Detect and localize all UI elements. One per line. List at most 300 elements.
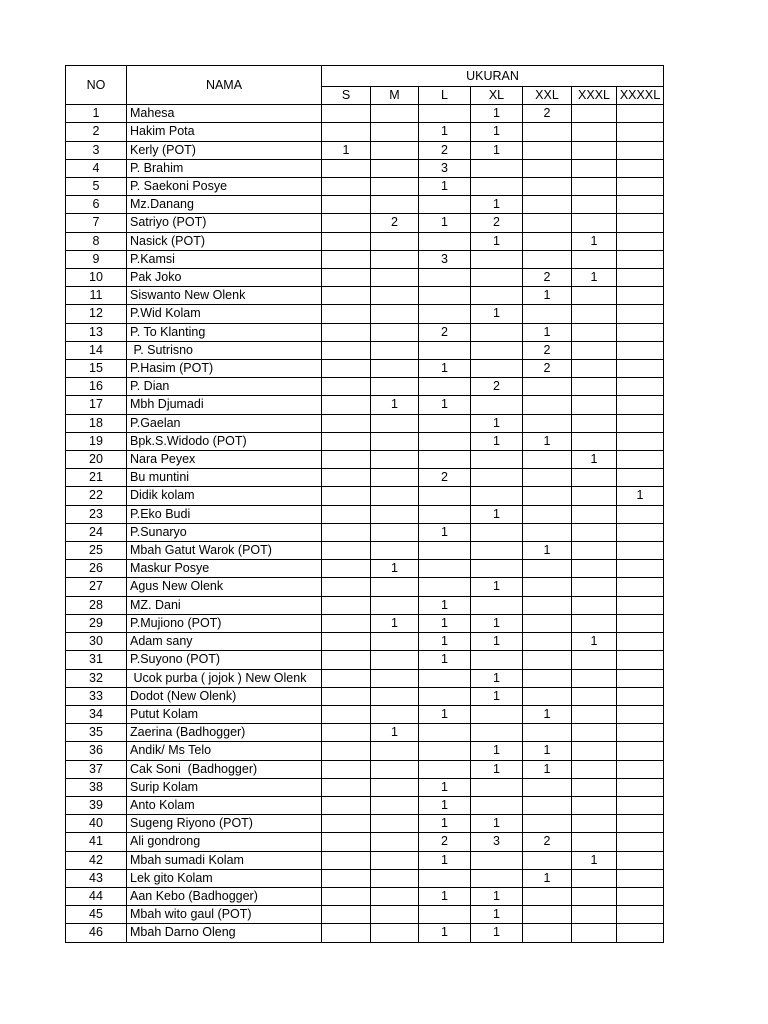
size-cell	[523, 250, 572, 268]
size-cell: 1	[523, 323, 572, 341]
size-cell	[471, 651, 523, 669]
size-cell	[471, 778, 523, 796]
size-cell	[523, 414, 572, 432]
row-number: 5	[66, 178, 127, 196]
size-cell	[322, 269, 371, 287]
size-cell	[523, 596, 572, 614]
size-cell	[419, 432, 471, 450]
size-cell	[572, 705, 617, 723]
row-number: 21	[66, 469, 127, 487]
size-cell	[322, 760, 371, 778]
row-number: 8	[66, 232, 127, 250]
size-cell	[471, 523, 523, 541]
row-name: Mbah Gatut Warok (POT)	[127, 542, 322, 560]
row-number: 27	[66, 578, 127, 596]
size-cell	[523, 906, 572, 924]
size-cell	[322, 924, 371, 942]
size-cell	[371, 778, 419, 796]
size-cell	[371, 469, 419, 487]
size-cell	[371, 742, 419, 760]
size-cell	[617, 105, 664, 123]
table-row	[66, 323, 664, 341]
size-cell	[371, 250, 419, 268]
size-cell: 1	[419, 815, 471, 833]
size-cell	[572, 687, 617, 705]
size-cell	[572, 724, 617, 742]
size-cell	[322, 724, 371, 742]
size-cell	[419, 505, 471, 523]
size-cell	[419, 760, 471, 778]
row-number: 43	[66, 869, 127, 887]
size-cell	[572, 760, 617, 778]
size-cell	[419, 560, 471, 578]
table-row	[66, 833, 664, 851]
size-cell	[617, 560, 664, 578]
size-cell	[523, 396, 572, 414]
size-cell	[322, 906, 371, 924]
size-cell	[572, 323, 617, 341]
size-cell	[322, 414, 371, 432]
size-cell	[523, 560, 572, 578]
row-name: Mz.Danang	[127, 196, 322, 214]
row-name: Mbah sumadi Kolam	[127, 851, 322, 869]
size-cell	[572, 178, 617, 196]
header-row	[66, 66, 664, 87]
size-cell: 1	[471, 414, 523, 432]
size-cell	[322, 523, 371, 541]
row-number: 15	[66, 360, 127, 378]
size-cell	[471, 287, 523, 305]
size-cell	[617, 851, 664, 869]
size-cell: 1	[471, 742, 523, 760]
size-cell	[523, 469, 572, 487]
row-number: 1	[66, 105, 127, 123]
size-cell	[322, 505, 371, 523]
size-cell	[322, 232, 371, 250]
table-row	[66, 523, 664, 541]
table-row	[66, 887, 664, 905]
size-cell	[471, 469, 523, 487]
size-cell: 1	[419, 614, 471, 632]
row-name: P. Sutrisno	[127, 341, 322, 359]
size-cell: 1	[419, 651, 471, 669]
size-cell	[523, 159, 572, 177]
size-cell	[322, 651, 371, 669]
header-size-xxxl: XXXL	[572, 87, 617, 105]
header-size-m: M	[371, 87, 419, 105]
table-row	[66, 287, 664, 305]
size-cell	[572, 796, 617, 814]
row-number: 37	[66, 760, 127, 778]
size-cell	[371, 323, 419, 341]
size-cell	[322, 560, 371, 578]
row-name: Sugeng Riyono (POT)	[127, 815, 322, 833]
header-nama: NAMA	[127, 66, 322, 105]
row-name: Siswanto New Olenk	[127, 287, 322, 305]
size-cell	[572, 833, 617, 851]
table-row	[66, 778, 664, 796]
size-cell	[419, 105, 471, 123]
size-cell: 1	[419, 596, 471, 614]
row-number: 11	[66, 287, 127, 305]
size-cell	[419, 305, 471, 323]
size-cell	[617, 523, 664, 541]
size-cell	[419, 341, 471, 359]
row-name: P. Saekoni Posye	[127, 178, 322, 196]
size-cell	[371, 906, 419, 924]
size-cell	[419, 724, 471, 742]
row-number: 42	[66, 851, 127, 869]
size-cell	[572, 815, 617, 833]
size-cell	[419, 906, 471, 924]
size-cell	[572, 505, 617, 523]
size-cell	[617, 542, 664, 560]
table-row	[66, 105, 664, 123]
row-number: 22	[66, 487, 127, 505]
header-size-xxxxl: XXXXL	[617, 87, 664, 105]
size-cell: 1	[471, 141, 523, 159]
row-name: P.Eko Budi	[127, 505, 322, 523]
row-name: Mbh Djumadi	[127, 396, 322, 414]
size-cell	[572, 578, 617, 596]
size-cell	[419, 451, 471, 469]
row-name: P.Mujiono (POT)	[127, 614, 322, 632]
size-cell: 3	[419, 250, 471, 268]
row-name: Agus New Olenk	[127, 578, 322, 596]
table-row	[66, 596, 664, 614]
size-cell	[617, 323, 664, 341]
table-row	[66, 614, 664, 632]
size-cell	[617, 250, 664, 268]
size-cell: 1	[471, 924, 523, 942]
size-cell	[371, 633, 419, 651]
row-name: Surip Kolam	[127, 778, 322, 796]
size-cell	[572, 214, 617, 232]
size-cell	[371, 596, 419, 614]
size-cell	[471, 724, 523, 742]
size-cell	[322, 578, 371, 596]
size-cell	[572, 432, 617, 450]
size-cell: 1	[572, 269, 617, 287]
size-cell	[572, 542, 617, 560]
size-cell	[617, 633, 664, 651]
size-cell	[617, 614, 664, 632]
size-cell: 1	[471, 760, 523, 778]
size-cell	[371, 123, 419, 141]
size-cell	[371, 578, 419, 596]
size-cell	[523, 687, 572, 705]
size-cell	[523, 724, 572, 742]
size-cell	[371, 451, 419, 469]
size-cell	[617, 833, 664, 851]
table-row	[66, 141, 664, 159]
size-cell	[523, 815, 572, 833]
size-cell	[572, 887, 617, 905]
size-cell	[572, 305, 617, 323]
size-cell	[471, 796, 523, 814]
size-cell	[523, 669, 572, 687]
size-cell: 1	[371, 560, 419, 578]
size-cell	[419, 742, 471, 760]
size-cell	[523, 123, 572, 141]
size-cell	[572, 378, 617, 396]
size-cell	[371, 669, 419, 687]
table-row	[66, 487, 664, 505]
table-row	[66, 378, 664, 396]
row-name: Adam sany	[127, 633, 322, 651]
size-cell	[471, 560, 523, 578]
size-cell	[371, 232, 419, 250]
header-size-l: L	[419, 87, 471, 105]
size-cell	[419, 542, 471, 560]
size-cell	[322, 360, 371, 378]
size-cell	[523, 178, 572, 196]
table-row	[66, 851, 664, 869]
size-cell	[419, 196, 471, 214]
row-name: P.Wid Kolam	[127, 305, 322, 323]
row-number: 33	[66, 687, 127, 705]
size-cell	[419, 232, 471, 250]
size-cell: 1	[523, 869, 572, 887]
table-row	[66, 796, 664, 814]
size-cell	[523, 796, 572, 814]
row-number: 10	[66, 269, 127, 287]
size-cell	[572, 614, 617, 632]
size-cell	[471, 451, 523, 469]
size-cell	[471, 341, 523, 359]
size-cell	[572, 869, 617, 887]
table-row	[66, 432, 664, 450]
size-cell	[523, 451, 572, 469]
size-cell	[471, 250, 523, 268]
size-cell	[572, 287, 617, 305]
size-cell	[523, 614, 572, 632]
size-cell	[617, 742, 664, 760]
row-number: 9	[66, 250, 127, 268]
size-cell	[322, 851, 371, 869]
row-number: 32	[66, 669, 127, 687]
size-cell	[419, 269, 471, 287]
size-cell	[523, 305, 572, 323]
size-cell	[322, 705, 371, 723]
order-size-table	[65, 65, 664, 943]
row-number: 45	[66, 906, 127, 924]
size-cell	[523, 141, 572, 159]
size-cell	[371, 141, 419, 159]
table-row	[66, 687, 664, 705]
row-number: 23	[66, 505, 127, 523]
size-cell	[572, 123, 617, 141]
row-number: 24	[66, 523, 127, 541]
row-number: 12	[66, 305, 127, 323]
row-number: 25	[66, 542, 127, 560]
table-row	[66, 742, 664, 760]
size-cell	[617, 232, 664, 250]
size-cell	[617, 414, 664, 432]
size-cell	[617, 305, 664, 323]
table-row	[66, 178, 664, 196]
table-row	[66, 542, 664, 560]
size-cell	[322, 542, 371, 560]
row-name: Lek gito Kolam	[127, 869, 322, 887]
row-name: Zaerina (Badhogger)	[127, 724, 322, 742]
size-cell	[523, 232, 572, 250]
row-number: 3	[66, 141, 127, 159]
size-cell	[617, 214, 664, 232]
size-cell: 1	[523, 760, 572, 778]
size-cell	[617, 141, 664, 159]
row-number: 7	[66, 214, 127, 232]
size-cell	[523, 887, 572, 905]
size-cell	[322, 869, 371, 887]
size-cell	[523, 196, 572, 214]
size-cell	[371, 414, 419, 432]
size-cell	[471, 869, 523, 887]
size-cell: 2	[419, 469, 471, 487]
size-cell	[322, 105, 371, 123]
size-cell	[523, 778, 572, 796]
size-cell	[322, 451, 371, 469]
header-size-xxl: XXL	[523, 87, 572, 105]
size-cell	[572, 141, 617, 159]
row-number: 41	[66, 833, 127, 851]
size-cell	[371, 705, 419, 723]
size-cell	[523, 633, 572, 651]
row-number: 26	[66, 560, 127, 578]
size-cell	[572, 341, 617, 359]
size-cell	[419, 414, 471, 432]
size-cell	[322, 833, 371, 851]
size-cell	[617, 887, 664, 905]
size-cell	[419, 578, 471, 596]
size-cell	[523, 505, 572, 523]
size-cell	[322, 250, 371, 268]
size-cell	[617, 196, 664, 214]
size-cell	[322, 123, 371, 141]
size-cell: 3	[419, 159, 471, 177]
size-cell	[617, 269, 664, 287]
size-cell	[617, 123, 664, 141]
size-cell	[371, 887, 419, 905]
size-cell	[371, 178, 419, 196]
row-name: Mahesa	[127, 105, 322, 123]
size-cell: 2	[523, 833, 572, 851]
size-cell	[572, 742, 617, 760]
size-cell	[617, 432, 664, 450]
size-cell	[419, 687, 471, 705]
size-cell	[471, 542, 523, 560]
size-cell	[617, 815, 664, 833]
size-cell	[617, 596, 664, 614]
row-number: 6	[66, 196, 127, 214]
row-name: Mbah Darno Oleng	[127, 924, 322, 942]
size-cell	[371, 159, 419, 177]
size-cell: 1	[572, 851, 617, 869]
size-cell	[322, 432, 371, 450]
size-cell	[523, 214, 572, 232]
row-name: Kerly (POT)	[127, 141, 322, 159]
size-cell	[617, 378, 664, 396]
size-cell: 1	[419, 360, 471, 378]
size-cell	[471, 396, 523, 414]
size-cell: 1	[471, 505, 523, 523]
row-name: Hakim Pota	[127, 123, 322, 141]
size-cell	[371, 869, 419, 887]
table-row	[66, 924, 664, 942]
size-cell	[617, 796, 664, 814]
size-cell: 3	[471, 833, 523, 851]
size-cell	[617, 469, 664, 487]
table-row	[66, 469, 664, 487]
size-cell: 1	[471, 105, 523, 123]
size-cell: 1	[419, 887, 471, 905]
size-cell	[322, 305, 371, 323]
row-name: Anto Kolam	[127, 796, 322, 814]
table-row	[66, 123, 664, 141]
size-cell: 1	[419, 396, 471, 414]
size-cell	[371, 105, 419, 123]
size-cell	[322, 596, 371, 614]
size-cell	[322, 378, 371, 396]
row-number: 40	[66, 815, 127, 833]
row-name: P. To Klanting	[127, 323, 322, 341]
table-row	[66, 341, 664, 359]
size-cell	[523, 378, 572, 396]
table-row	[66, 305, 664, 323]
size-cell	[419, 669, 471, 687]
row-number: 19	[66, 432, 127, 450]
row-number: 39	[66, 796, 127, 814]
size-cell	[471, 159, 523, 177]
size-cell	[572, 396, 617, 414]
row-number: 2	[66, 123, 127, 141]
size-cell	[322, 887, 371, 905]
size-cell	[572, 250, 617, 268]
row-number: 17	[66, 396, 127, 414]
table-row	[66, 269, 664, 287]
size-cell	[572, 560, 617, 578]
row-name: Dodot (New Olenk)	[127, 687, 322, 705]
size-cell	[322, 669, 371, 687]
size-cell	[572, 414, 617, 432]
size-cell	[322, 815, 371, 833]
size-cell	[322, 287, 371, 305]
size-cell: 1	[471, 633, 523, 651]
size-cell	[572, 360, 617, 378]
size-cell: 2	[523, 105, 572, 123]
size-cell	[419, 287, 471, 305]
size-cell: 1	[419, 778, 471, 796]
row-number: 16	[66, 378, 127, 396]
size-cell	[617, 505, 664, 523]
size-cell	[322, 469, 371, 487]
row-number: 46	[66, 924, 127, 942]
table-row	[66, 633, 664, 651]
table-row	[66, 906, 664, 924]
size-cell: 1	[419, 123, 471, 141]
row-name: P.Gaelan	[127, 414, 322, 432]
size-cell: 1	[419, 705, 471, 723]
size-cell	[617, 705, 664, 723]
table-row	[66, 578, 664, 596]
row-name: Pak Joko	[127, 269, 322, 287]
size-cell: 2	[523, 341, 572, 359]
table-row	[66, 214, 664, 232]
table-row	[66, 869, 664, 887]
size-cell	[617, 451, 664, 469]
table-row	[66, 724, 664, 742]
row-number: 20	[66, 451, 127, 469]
